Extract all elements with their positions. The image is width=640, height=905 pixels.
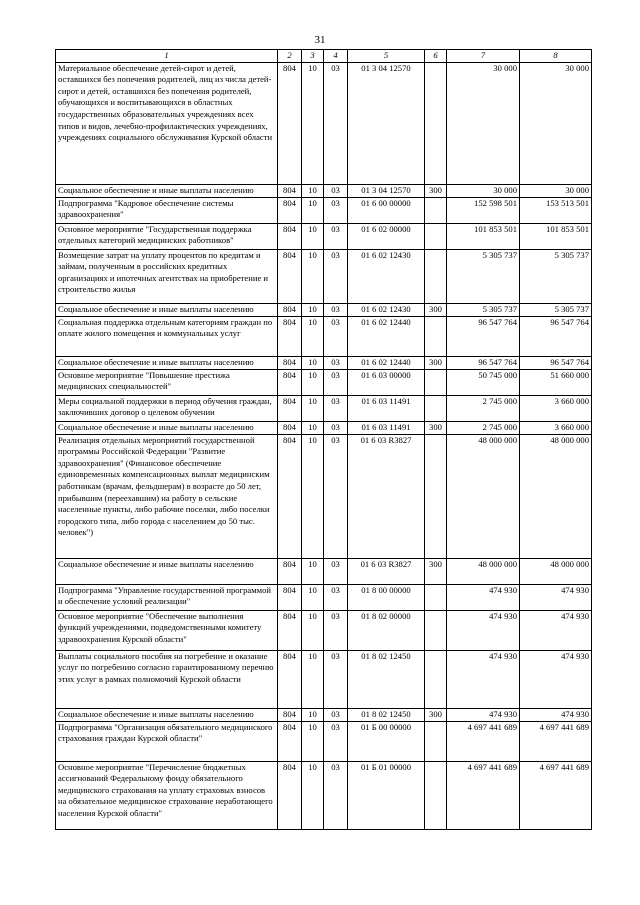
column-header-4: 4 [324,50,348,63]
cell-target-code: 01 6 02 12440 [348,356,425,369]
cell-amount-year1: 48 000 000 [447,434,520,558]
cell-section: 10 [302,610,324,650]
row-name: Меры социальной поддержки в период обучения граждан, заключивших договор о целевом обучении [56,395,278,421]
cell-subsection: 03 [324,356,348,369]
cell-section: 10 [302,369,324,395]
row-name: Социальное обеспечение и иные выплаты населению [56,303,278,316]
row-name: Материальное обеспечение детей-сирот и детей, оставшихся без попечения родителей, лиц из числа детей-сирот и детей, оставшихся без попечения родителей, обучающихся и воспитывающихся в областных государственных образовательных учреждениях всех типов и видов, лечебно-профилактических учреждениях, учреждениях социального обслуживания Курской области [56,62,278,184]
cell-expense-type: 300 [425,421,447,434]
cell-section: 10 [302,316,324,356]
row-name: Основное мероприятие "Повышение престижа медицинских специальностей" [56,369,278,395]
cell-admin-code: 804 [278,761,302,829]
cell-amount-year1: 4 697 441 689 [447,761,520,829]
cell-amount-year1: 474 930 [447,708,520,721]
column-header-7: 7 [447,50,520,63]
cell-admin-code: 804 [278,610,302,650]
cell-amount-year2: 51 660 000 [520,369,592,395]
cell-subsection: 03 [324,421,348,434]
cell-expense-type [425,761,447,829]
cell-expense-type: 300 [425,708,447,721]
cell-subsection: 03 [324,316,348,356]
table-row [56,303,592,316]
cell-expense-type [425,650,447,708]
cell-admin-code: 804 [278,184,302,197]
cell-admin-code: 804 [278,434,302,558]
row-name: Подпрограмма "Управление государственной программой и обеспечение условий реализации" [56,584,278,610]
cell-section: 10 [302,650,324,708]
row-name: Основное мероприятие "Перечисление бюджетных ассигнований Федеральному фонду обязательного медицинского страхования на уплату страховых взносов на обязательное медицинское страхование неработающего населения Курской области" [56,761,278,829]
cell-admin-code: 804 [278,303,302,316]
cell-amount-year1: 96 547 764 [447,356,520,369]
cell-expense-type [425,395,447,421]
cell-target-code: 01 6 02 12440 [348,316,425,356]
cell-admin-code: 804 [278,197,302,223]
cell-amount-year2: 96 547 764 [520,356,592,369]
table-row [56,584,592,610]
cell-subsection: 03 [324,434,348,558]
cell-expense-type [425,610,447,650]
cell-subsection: 03 [324,197,348,223]
cell-amount-year1: 4 697 441 689 [447,721,520,761]
cell-amount-year2: 4 697 441 689 [520,721,592,761]
cell-amount-year1: 5 305 737 [447,249,520,303]
cell-amount-year2: 474 930 [520,584,592,610]
cell-amount-year2: 30 000 [520,184,592,197]
cell-section: 10 [302,249,324,303]
cell-target-code: 01 6 03 11491 [348,395,425,421]
cell-subsection: 03 [324,761,348,829]
table-row [56,434,592,558]
cell-subsection: 03 [324,610,348,650]
cell-section: 10 [302,303,324,316]
cell-target-code: 01 6 03 00000 [348,369,425,395]
column-header-3: 3 [302,50,324,63]
page-number: 31 [314,34,326,46]
cell-section: 10 [302,434,324,558]
cell-section: 10 [302,761,324,829]
header-row [56,50,592,63]
column-header-8: 8 [520,50,592,63]
cell-subsection: 03 [324,249,348,303]
row-name: Основное мероприятие "Государственная поддержка отдельных категорий медицинских работников" [56,223,278,249]
cell-amount-year2: 3 660 000 [520,395,592,421]
cell-target-code: 01 Б 00 00000 [348,721,425,761]
table-row [56,610,592,650]
cell-admin-code: 804 [278,650,302,708]
cell-amount-year2: 474 930 [520,650,592,708]
column-header-5: 5 [348,50,425,63]
cell-subsection: 03 [324,369,348,395]
cell-amount-year2: 3 660 000 [520,421,592,434]
table-row [56,650,592,708]
row-name: Социальное обеспечение и иные выплаты населению [56,421,278,434]
cell-expense-type [425,434,447,558]
cell-expense-type [425,721,447,761]
cell-subsection: 03 [324,650,348,708]
row-name: Социальное обеспечение и иные выплаты населению [56,708,278,721]
row-name: Реализация отдельных мероприятий государственной программы Российской Федерации "Развитие здравоохранения" (Финансовое обеспечение единовременных компенсационных выплат медицинским работникам (врачам, фельдшерам) в возрасте до 50 лет, прибывшим (переехавшим) на работу в сельские населенные пункты, либо рабочие поселки, либо поселки городского типа, либо города с населением до 50 тыс. человек") [56,434,278,558]
cell-expense-type [425,62,447,184]
cell-amount-year1: 96 547 764 [447,316,520,356]
cell-section: 10 [302,721,324,761]
cell-expense-type [425,316,447,356]
row-name: Выплаты социального пособия на погребение и оказание услуг по погребению согласно гарантированному перечню этих услуг в рамках полномочий Курской области [56,650,278,708]
cell-admin-code: 804 [278,708,302,721]
table-row [56,558,592,584]
column-header-2: 2 [278,50,302,63]
cell-target-code: 01 6 02 00000 [348,223,425,249]
cell-subsection: 03 [324,558,348,584]
cell-admin-code: 804 [278,584,302,610]
cell-amount-year2: 474 930 [520,708,592,721]
cell-subsection: 03 [324,184,348,197]
cell-amount-year1: 2 745 000 [447,395,520,421]
cell-admin-code: 804 [278,62,302,184]
table-row [56,223,592,249]
cell-target-code: 01 6 03 R3827 [348,558,425,584]
cell-target-code: 01 3 04 12570 [348,62,425,184]
cell-amount-year2: 474 930 [520,610,592,650]
cell-admin-code: 804 [278,356,302,369]
cell-target-code: 01 6 02 12430 [348,249,425,303]
table-row [56,62,592,184]
cell-amount-year1: 30 000 [447,184,520,197]
table-row [56,249,592,303]
table-body [56,62,592,829]
row-name: Социальное обеспечение и иные выплаты населению [56,558,278,584]
cell-section: 10 [302,223,324,249]
cell-expense-type: 300 [425,356,447,369]
cell-amount-year2: 101 853 501 [520,223,592,249]
cell-section: 10 [302,197,324,223]
budget-table [55,49,592,830]
cell-amount-year1: 50 745 000 [447,369,520,395]
cell-expense-type: 300 [425,303,447,316]
cell-target-code: 01 6 02 12430 [348,303,425,316]
row-name: Возмещение затрат на уплату процентов по кредитам и займам, полученным в российских кредитных организациях и ипотечных агентствах на приобретение и строительство жилья [56,249,278,303]
table-row [56,197,592,223]
cell-amount-year1: 152 598 501 [447,197,520,223]
cell-section: 10 [302,356,324,369]
cell-admin-code: 804 [278,223,302,249]
cell-target-code: 01 6 03 11491 [348,421,425,434]
cell-amount-year2: 153 513 501 [520,197,592,223]
cell-amount-year1: 101 853 501 [447,223,520,249]
cell-amount-year2: 48 000 000 [520,558,592,584]
cell-target-code: 01 6 03 R3827 [348,434,425,558]
cell-section: 10 [302,421,324,434]
cell-target-code: 01 8 02 12450 [348,708,425,721]
cell-target-code: 01 8 02 12450 [348,650,425,708]
cell-amount-year1: 474 930 [447,650,520,708]
cell-subsection: 03 [324,223,348,249]
cell-amount-year2: 30 000 [520,62,592,184]
table-row [56,369,592,395]
cell-subsection: 03 [324,708,348,721]
cell-section: 10 [302,62,324,184]
cell-section: 10 [302,395,324,421]
column-header-6: 6 [425,50,447,63]
table-row [56,184,592,197]
row-name: Подпрограмма "Кадровое обеспечение системы здравоохранения" [56,197,278,223]
table-header [56,50,592,63]
cell-amount-year1: 474 930 [447,584,520,610]
cell-amount-year2: 96 547 764 [520,316,592,356]
cell-target-code: 01 3 04 12570 [348,184,425,197]
cell-expense-type [425,369,447,395]
cell-section: 10 [302,708,324,721]
cell-expense-type [425,249,447,303]
cell-admin-code: 804 [278,421,302,434]
cell-expense-type [425,197,447,223]
cell-amount-year2: 5 305 737 [520,249,592,303]
cell-expense-type: 300 [425,558,447,584]
cell-amount-year2: 48 000 000 [520,434,592,558]
cell-amount-year1: 48 000 000 [447,558,520,584]
cell-amount-year2: 5 305 737 [520,303,592,316]
column-header-1: 1 [56,50,278,63]
cell-admin-code: 804 [278,249,302,303]
table-row [56,395,592,421]
cell-subsection: 03 [324,303,348,316]
cell-amount-year1: 30 000 [447,62,520,184]
table-row [56,316,592,356]
cell-target-code: 01 8 00 00000 [348,584,425,610]
cell-section: 10 [302,558,324,584]
cell-expense-type [425,223,447,249]
cell-admin-code: 804 [278,721,302,761]
cell-subsection: 03 [324,395,348,421]
table-row [56,421,592,434]
row-name: Подпрограмма "Организация обязательного медицинского страхования граждан Курской области" [56,721,278,761]
cell-amount-year2: 4 697 441 689 [520,761,592,829]
cell-amount-year1: 2 745 000 [447,421,520,434]
cell-subsection: 03 [324,62,348,184]
cell-expense-type: 300 [425,184,447,197]
table-row [56,356,592,369]
cell-subsection: 03 [324,721,348,761]
row-name: Социальная поддержка отдельным категориям граждан по оплате жилого помещения и коммунальных услуг [56,316,278,356]
row-name: Социальное обеспечение и иные выплаты населению [56,184,278,197]
table-row [56,761,592,829]
cell-admin-code: 804 [278,316,302,356]
cell-section: 10 [302,184,324,197]
cell-target-code: 01 Б 01 00000 [348,761,425,829]
cell-section: 10 [302,584,324,610]
cell-expense-type [425,584,447,610]
cell-admin-code: 804 [278,369,302,395]
cell-subsection: 03 [324,584,348,610]
table-row [56,708,592,721]
row-name: Социальное обеспечение и иные выплаты населению [56,356,278,369]
cell-target-code: 01 6 00 00000 [348,197,425,223]
cell-admin-code: 804 [278,558,302,584]
cell-amount-year1: 5 305 737 [447,303,520,316]
cell-admin-code: 804 [278,395,302,421]
table-row [56,721,592,761]
cell-target-code: 01 8 02 00000 [348,610,425,650]
cell-amount-year1: 474 930 [447,610,520,650]
row-name: Основное мероприятие "Обеспечение выполнения функций учреждениями, подведомственными комитету здравоохранения Курской области" [56,610,278,650]
